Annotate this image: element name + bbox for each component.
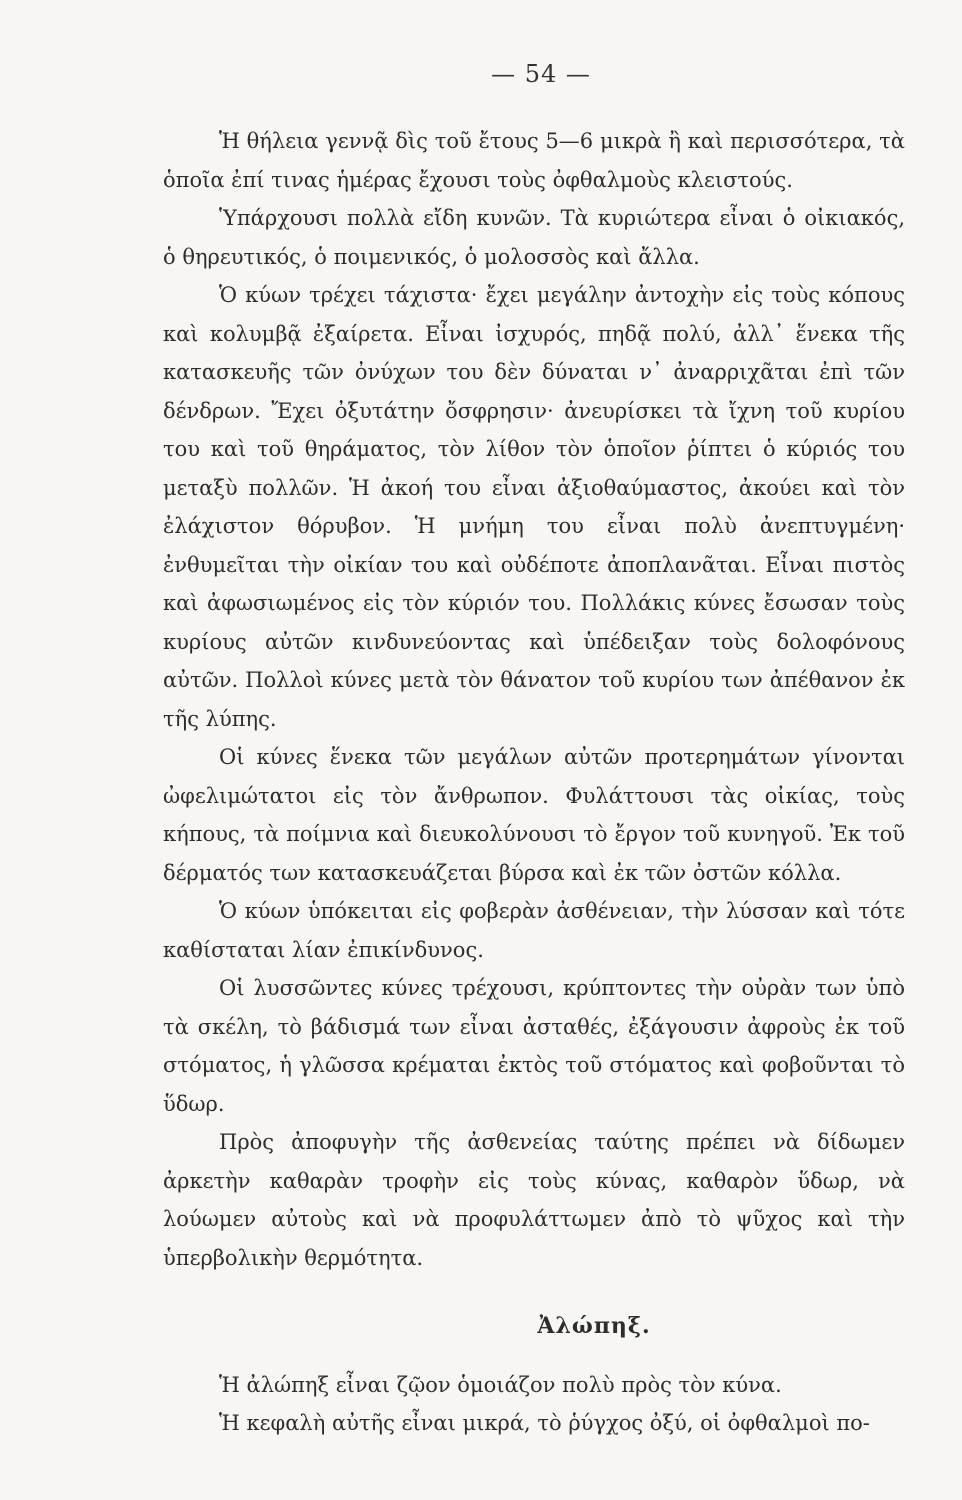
paragraph-breeds: Ὑπάρχουσι πολλὰ εἴδη κυνῶν. Τὰ κυριώτερα εἶναι ὁ οἰκιακός, ὁ θηρευτικός, ὁ ποιμενικός, ὁ μολοσσὸς καὶ ἄλλα. [163, 206, 905, 269]
paragraph-usefulness: Οἱ κύνες ἕνεκα τῶν μεγάλων αὐτῶν προτερημάτων γίνονται ὠφελιμώτατοι εἰς τὸν ἄνθρωπον. Φυλάττουσι τὰς οἰκίας, τοὺς κήπους, τὰ ποίμνια καὶ διευκολύνουσι τὸ ἔργον τοῦ κυνηγοῦ. Ἐκ τοῦ δέρματός των κατασκευάζεται βύρσα καὶ ἐκ τῶν ὀστῶν κόλλα. [163, 745, 905, 885]
paragraph-rabies-symptoms: Οἱ λυσσῶντες κύνες τρέχουσι, κρύπτοντες τὴν οὐρὰν των ὑπὸ τὰ σκέλη, τὸ βάδισμά των εἶναι ἀσταθές, ἐξάγουσιν ἀφροὺς ἐκ τοῦ στόματος, ἡ γλῶσσα κρέμαται ἐκτὸς τοῦ στόματος καὶ φοβοῦνται τὸ ὕδωρ. [163, 976, 905, 1116]
page-text [163, 122, 905, 1443]
paragraph-litter: Ἡ θήλεια γεννᾷ δὶς τοῦ ἔτους 5—6 μικρὰ ἢ καὶ περισσότερα, τὰ ὁποῖα ἐπί τινας ἡμέρας ἔχουσι τοὺς ὀφθαλμοὺς κλειστούς. [163, 129, 905, 192]
page-number: — 54 — [491, 60, 591, 88]
paragraph-abilities: Ὁ κύων τρέχει τάχιστα· ἔχει μεγάλην ἀντοχὴν εἰς τοὺς κόπους καὶ κολυμβᾷ ἐξαίρετα. Εἶναι ἰσχυρός, πηδᾷ πολύ, ἀλλ᾽ ἕνεκα τῆς κατασκευῆς τῶν ὀνύχων του δὲν δύναται ν᾽ ἀναρριχᾶται ἐπὶ τῶν δένδρων. Ἔχει ὀξυτάτην ὄσφρησιν· ἀνευρίσκει τὰ ἴχνη τοῦ κυρίου του καὶ τοῦ θηράματος, τὸν λίθον τὸν ὁποῖον ῥίπτει ὁ κύριός του μεταξὺ πολλῶν. Ἡ ἀκοή του εἶναι ἀξιοθαύμαστος, ἀκούει καὶ τὸν ἐλάχιστον θόρυβον. Ἡ μνήμη του εἶναι πολὺ ἀνεπτυγμένη· ἐνθυμεῖται τὴν οἰκίαν του καὶ οὐδέποτε ἀποπλανᾶται. Εἶναι πιστὸς καὶ ἀφωσιωμένος εἰς τὸν κύριόν του. Πολλάκις κύνες ἔσωσαν τοὺς κυρίους αὐτῶν κινδυνεύοντας καὶ ὑπέδειξαν τοὺς δολοφόνους αὐτῶν. Πολλοὶ κύνες μετὰ τὸν θάνατον τοῦ κυρίου των ἀπέθανον ἐκ τῆς λύπης. [163, 283, 905, 731]
paragraph-fox-head: Ἡ κεφαλὴ αὐτῆς εἶναι μικρά, τὸ ῥύγχος ὀξύ, οἱ ὀφθαλμοὶ πο- [219, 1411, 870, 1435]
paragraph-fox-intro: Ἡ ἀλώπηξ εἶναι ζῷον ὁμοιάζον πολὺ πρὸς τὸν κύνα. [219, 1372, 782, 1397]
paragraph-prevention: Πρὸς ἀποφυγὴν τῆς ἀσθενείας ταύτης πρέπει νὰ δίδωμεν ἀρκετὴν καθαρὰν τροφὴν εἰς τοὺς κύνας, καθαρὸν ὕδωρ, νὰ λούωμεν αὐτοὺς καὶ νὰ προφυλάττωμεν ἀπὸ τὸ ψῦχος καὶ τὴν ὑπερβολικὴν θερμότητα. [163, 1130, 905, 1270]
paragraph-rabies: Ὁ κύων ὑπόκειται εἰς φοβερὰν ἀσθένειαν, τὴν λύσσαν καὶ τότε καθίσταται λίαν ἐπικίνδυνος. [163, 899, 905, 962]
section-heading-fox: Ἀλώπηξ. [537, 1313, 651, 1339]
